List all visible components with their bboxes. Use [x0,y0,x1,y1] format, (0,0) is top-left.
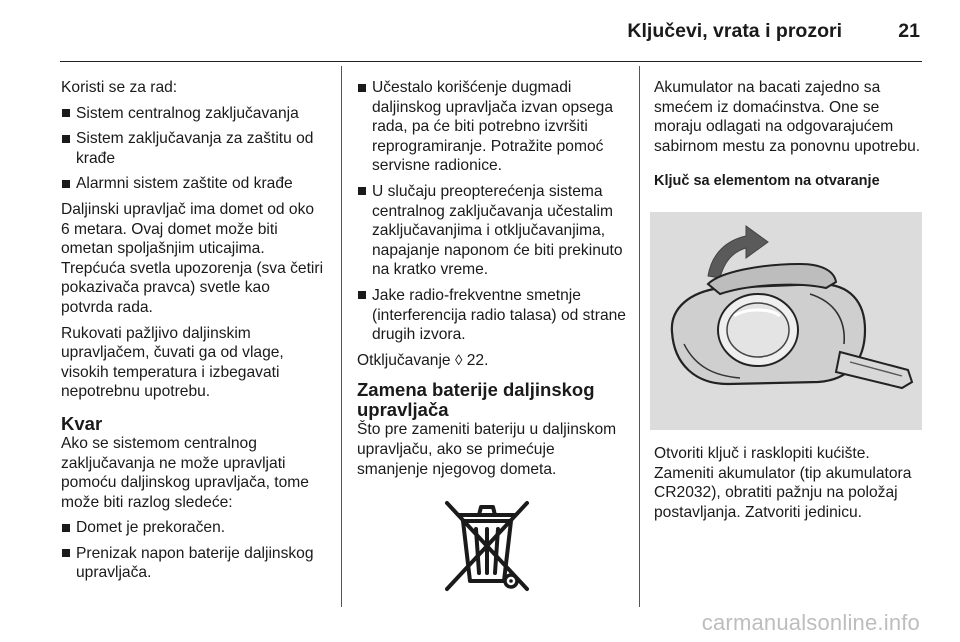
replacement-instructions: Otvoriti ključ i rasklopiti kućište. Zameniti akumulator (tip akumulatora CR2032), obratiti pažnju na položaj postavljanja. Zatvoriti jedinicu. [654,444,912,521]
unlock-reference-page: 22. [466,351,489,369]
battery-heading: Zamena baterije daljinskog upravljača [357,379,595,421]
list-item: Jake radio-frekventne smetnje (interferencija radio talasa) od strane drugih izvora. [357,286,627,345]
list-item: Učestalo korišćenje dugmadi daljinskog upravljača izvan opsega rada, pa će biti potrebno izvršiti reprogramiranje. Potražite pomoć servisne radionice. [357,78,627,176]
watermark: carmanualsonline.info [701,610,920,635]
unlock-reference-label: Otključavanje [357,351,451,369]
page-reference-icon: ◊ [454,351,463,369]
list-item: Alarmni sistem zaštite od krađe [61,174,325,194]
header-rule [60,61,922,62]
care-paragraph: Rukovati pažljivo daljinskim upravljačem, čuvati ga od vlage, visokih temperatura i izbegavati nepotrebnu upotrebu. [61,324,284,401]
list-item: Prenizak napon baterije daljinskog upravljača. [61,544,325,583]
column-3 [654,78,924,528]
list-item: Sistem zaključavanja za zaštitu od krađe [61,129,325,168]
page-number: 21 [898,20,920,42]
column-1 [61,78,325,589]
battery-paragraph: Što pre zameniti bateriju u daljinskom upravljaču, ako se primećuje smanjenje njegovog dometa. [357,421,617,478]
key-section-heading: Ključ sa elementom na otvaranje [654,173,880,190]
fault-intro: Ako se sistemom centralnog zaključavanja ne može upravljati pomoću daljinskog upravljača, tome može biti razlog sledeće: [61,434,309,511]
column-2 [357,78,627,597]
fault-heading: Kvar [61,412,103,434]
disposal-paragraph: Akumulator na bacati zajedno sa smećem iz domaćinstva. One se moraju odlagati na odgovarajućem sabirnom mestu za ponovnu upotrebu. [654,79,921,155]
column-divider-2 [639,66,640,607]
list-item: Domet je prekoračen. [61,518,325,538]
range-paragraph: Daljinski upravljač ima domet od oko 6 metara. Ovaj domet može biti ometan spoljašnjim uticajima. Trepćuća svetla upozorenja (sva četiri pokazivača pravca) svetle kao potvrda rada. [61,200,324,316]
list-item: Sistem centralnog zaključavanja [61,104,325,124]
crossed-bin-icon [435,493,539,597]
usage-intro: Koristi se za rad: [61,79,178,96]
unlock-reference[interactable] [357,351,627,371]
list-item: U slučaju preopterećenja sistema centralnog zaključavanja učestalim zaključavanjima i otključavanjima, napajanje naponom će biti prekinuto na kratko vreme. [357,182,627,280]
column-divider-1 [341,66,342,607]
key-battery-illustration [650,212,922,430]
page-header-title: Ključevi, vrata i prozori [627,20,842,42]
